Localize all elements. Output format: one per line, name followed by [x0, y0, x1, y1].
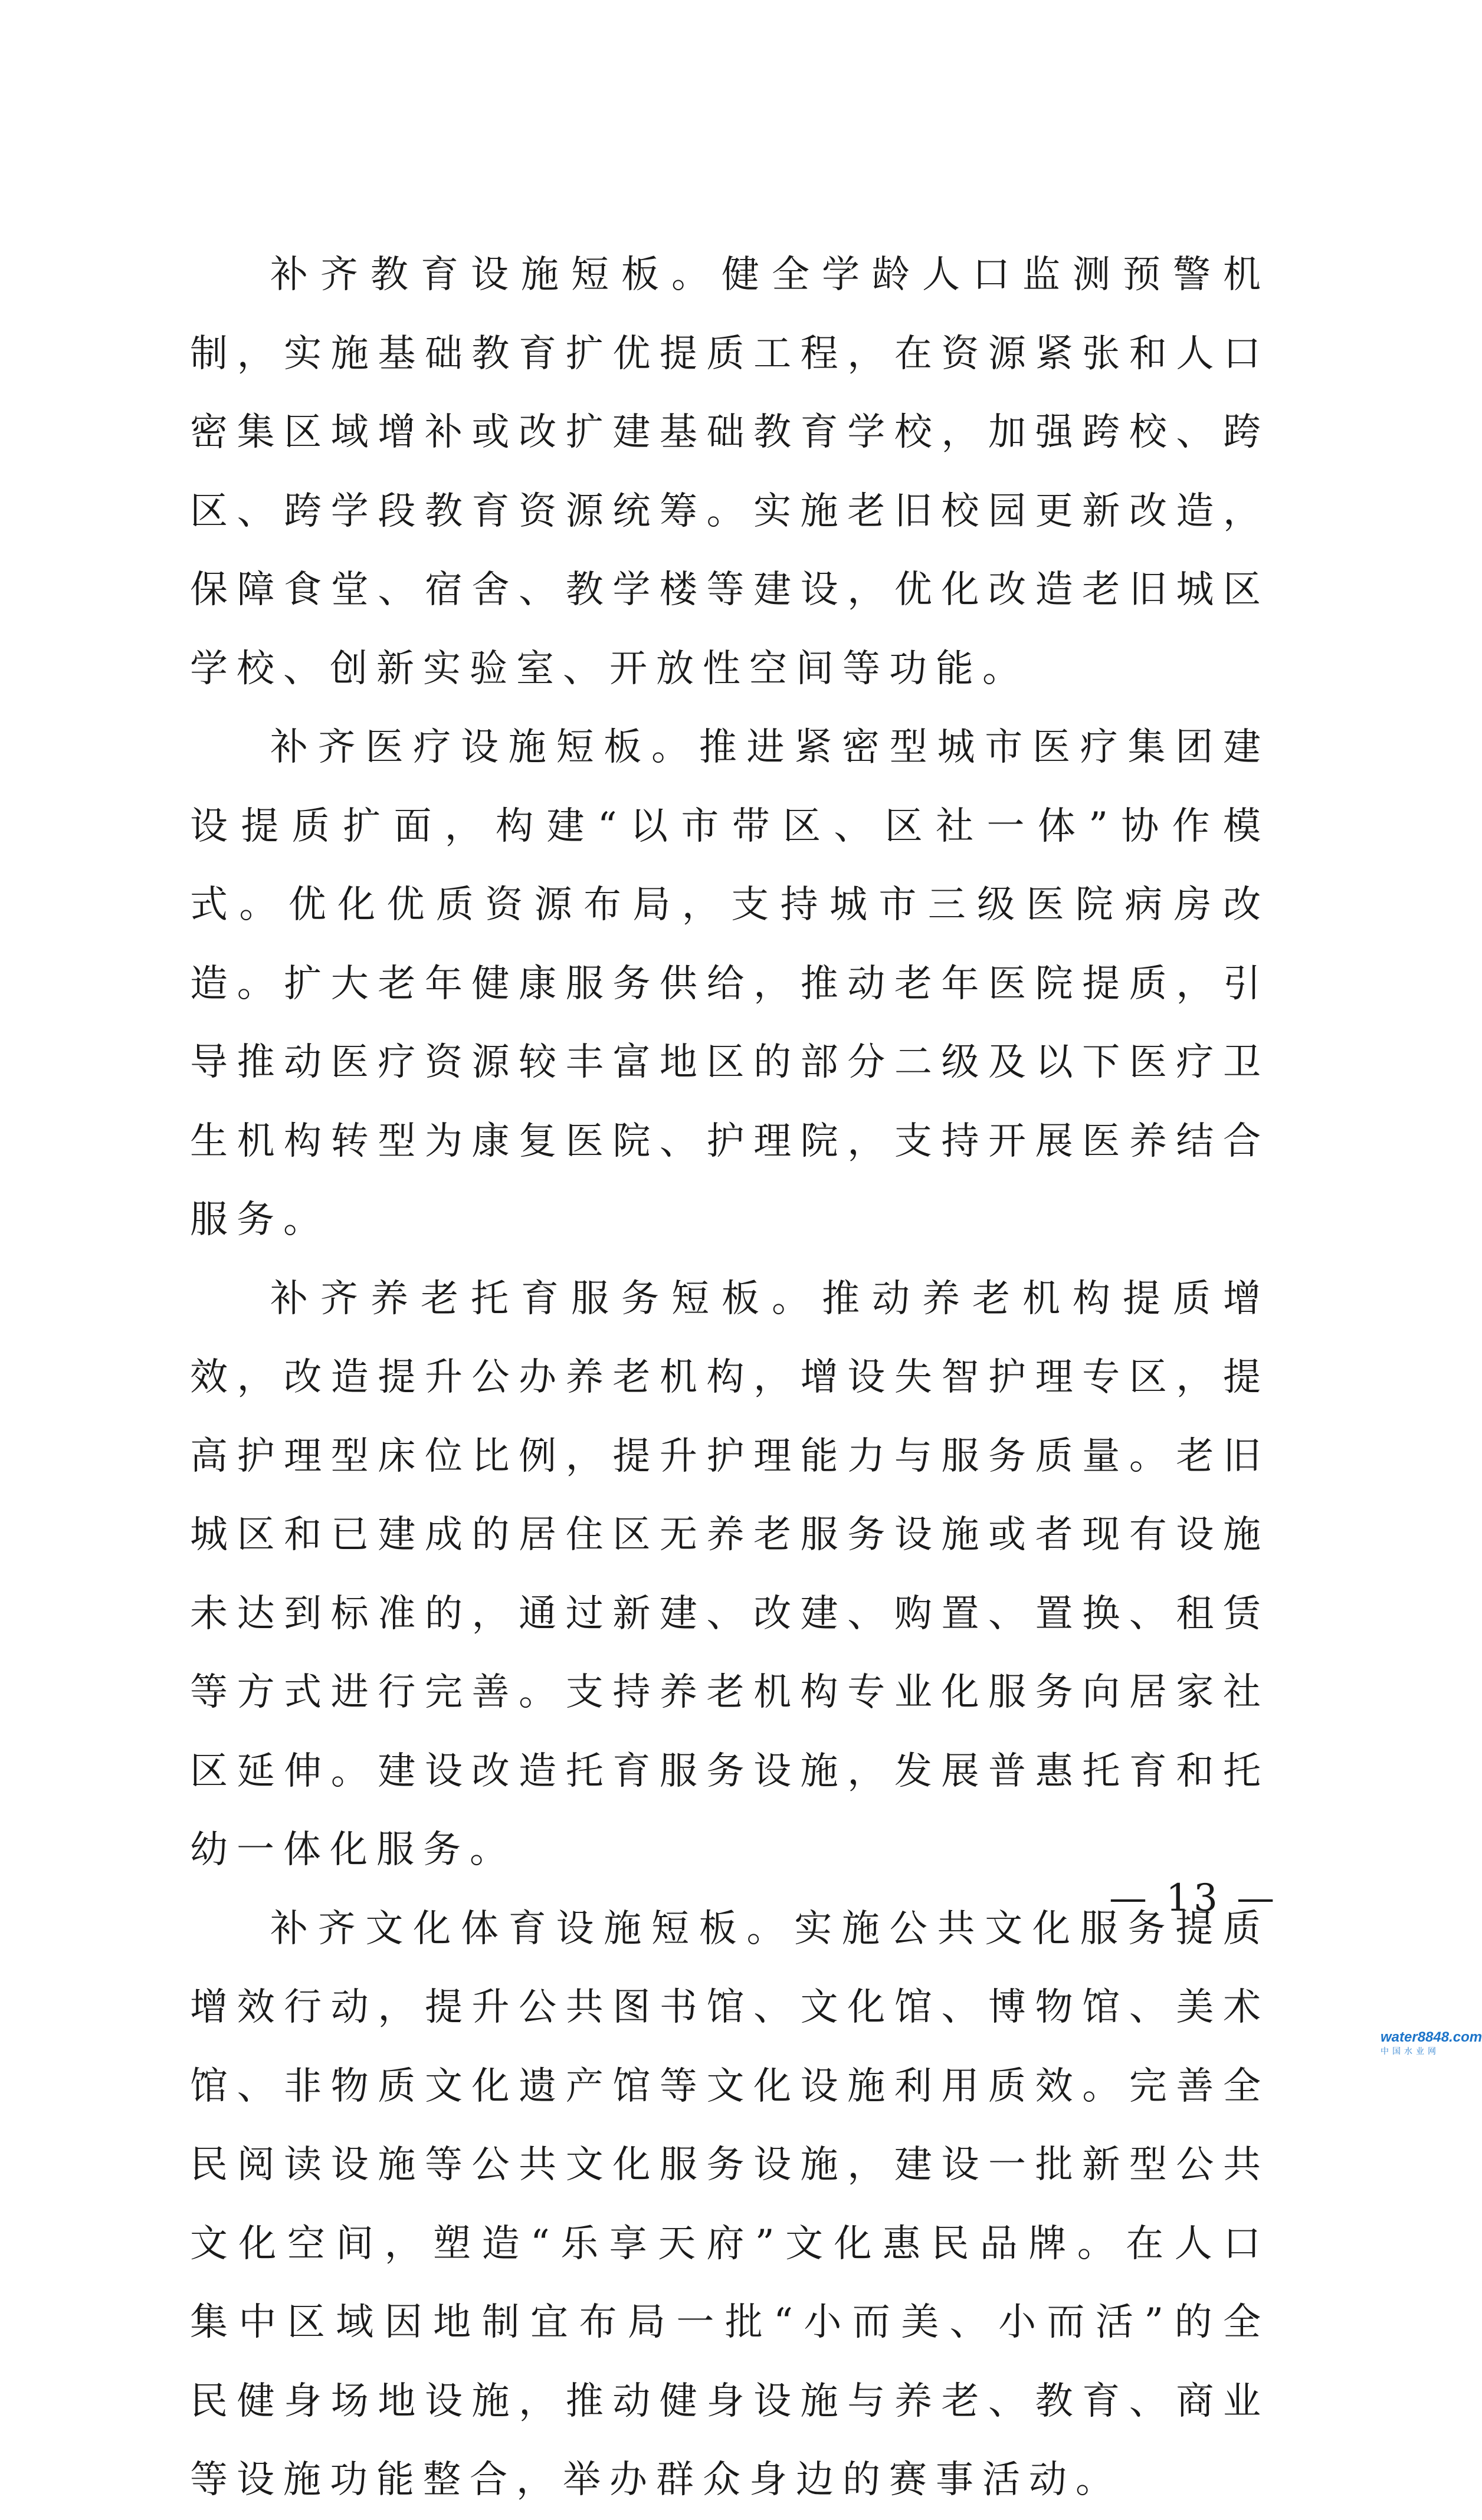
site-watermark-logo [1381, 2029, 1482, 2062]
paragraph-education: 补齐教育设施短板。健全学龄人口监测预警机制，实施基础教育扩优提质工程，在资源紧张和人口密集区域增补或改扩建基础教育学校，加强跨校、跨区、跨学段教育资源统筹。实施老旧校园更新改造，保障食堂、宿舍、教学楼等建设，优化改造老旧城区学校、创新实验室、开放性空间等功能。 [190, 253, 1270, 691]
paragraph-culture-sports: 补齐文化体育设施短板。实施公共文化服务提质增效行动，提升公共图书馆、文化馆、博物馆、美术馆、非物质文化遗产馆等文化设施利用质效。完善全民阅读设施等公共文化服务设施，建设一批新型公共文化空间，塑造“乐享天府”文化惠民品牌。在人口集中区域因地制宜布局一批“小而美、小而活”的全民健身场地设施，推动健身设施与养老、教育、商业等设施功能整合，举办群众身边的赛事活动。 [190, 1907, 1270, 2502]
document-body [190, 236, 1270, 2520]
page-number: — 13 — [1109, 1876, 1278, 1920]
paragraph-elderly-childcare: 补齐养老托育服务短板。推动养老机构提质增效，改造提升公办养老机构，增设失智护理专区，提高护理型床位比例，提升护理能力与服务质量。老旧城区和已建成的居住区无养老服务设施或者现有设施未达到标准的，通过新建、改建、购置、置换、租赁等方式进行完善。支持养老机构专业化服务向居家社区延伸。建设改造托育服务设施，发展普惠托育和托幼一体化服务。 [190, 1277, 1270, 1872]
paragraph-medical: 补齐医疗设施短板。推进紧密型城市医疗集团建设提质扩面，构建“以市带区、区社一体”协作模式。优化优质资源布局，支持城市三级医院病房改造。扩大老年健康服务供给，推动老年医院提质，引导推动医疗资源较丰富地区的部分二级及以下医疗卫生机构转型为康复医院、护理院，支持开展医养结合服务。 [190, 726, 1270, 1242]
watermark-main: water8848.com [1381, 2029, 1482, 2045]
watermark-sub: 中国水业网 [1381, 2046, 1440, 2056]
